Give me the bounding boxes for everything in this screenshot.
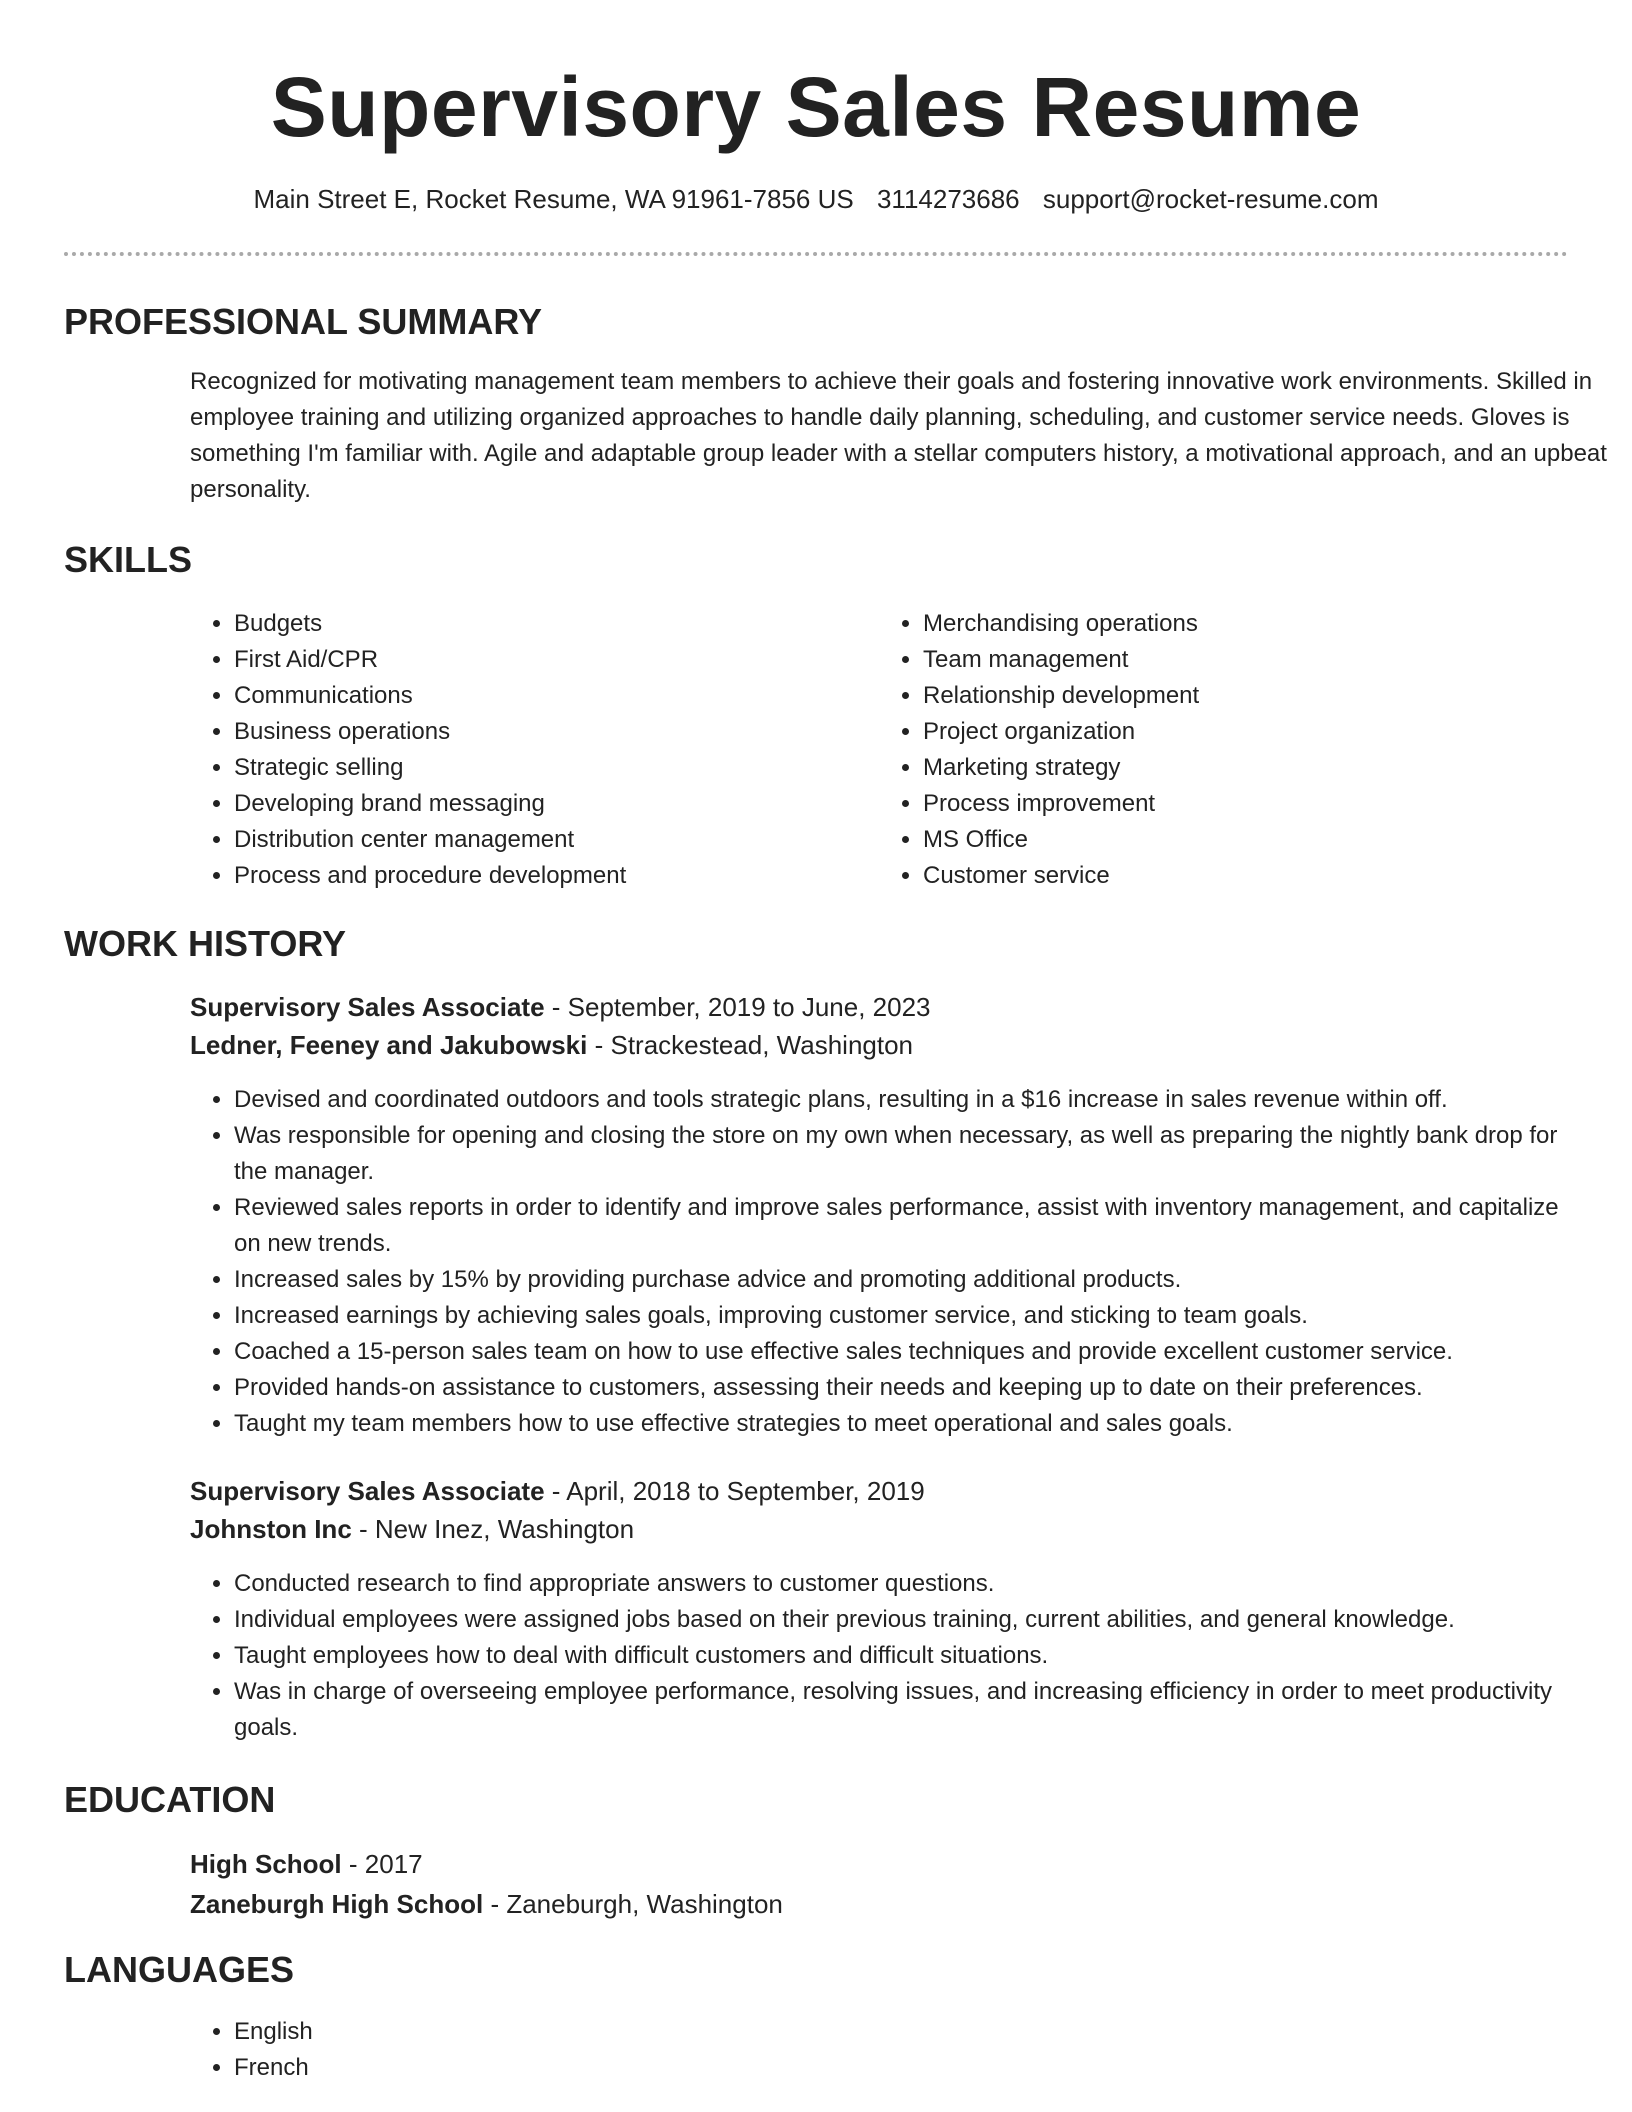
skill-item: • Project organization	[923, 714, 1568, 750]
job-title: Supervisory Sales Associate	[190, 992, 545, 1022]
summary-heading: PROFESSIONAL SUMMARY	[64, 301, 543, 342]
contact-email: support@rocket-resume.com	[1042, 184, 1379, 214]
job-company-line	[190, 1510, 1568, 1548]
job-company: Ledner, Feeney and Jakubowski	[190, 1030, 588, 1060]
job-bullet: • Individual employees were assigned jobs based on their previous training, current abilities, and general knowledge.	[234, 1602, 1568, 1638]
education-year: - 2017	[341, 1849, 423, 1879]
skill-item: • Developing brand messaging	[234, 786, 879, 822]
education-degree-line	[190, 1844, 1568, 1884]
job-bullet: • Was responsible for opening and closing the store on my own when necessary, as well as preparing the nightly bank drop for the manager.	[234, 1118, 1568, 1190]
skill-item: • Budgets	[234, 606, 879, 642]
language-item: • English	[234, 2014, 1568, 2050]
work-history-heading: WORK HISTORY	[64, 923, 347, 964]
job-title-line	[190, 988, 1568, 1026]
summary-section	[64, 300, 1607, 508]
job-bullet: • Increased sales by 15% by providing purchase advice and promoting additional products.	[234, 1262, 1568, 1298]
job-location: - New Inez, Washington	[351, 1514, 635, 1544]
job-bullet: • Conducted research to find appropriate answers to customer questions.	[234, 1566, 1568, 1602]
skill-item: • Process and procedure development	[234, 858, 879, 894]
contact-phone: 3114273686	[876, 184, 1020, 214]
skills-section	[64, 538, 1568, 894]
job-entry	[64, 988, 1568, 1442]
job-location: - Strackestead, Washington	[587, 1030, 914, 1060]
skills-heading: SKILLS	[64, 539, 193, 580]
skill-item: • First Aid/CPR	[234, 642, 879, 678]
education-heading: EDUCATION	[64, 1779, 276, 1820]
job-company-line	[190, 1026, 1568, 1064]
skill-item: • Strategic selling	[234, 750, 879, 786]
language-item: • French	[234, 2050, 1568, 2086]
job-dates: - September, 2019 to June, 2023	[544, 992, 931, 1022]
skill-item: • Marketing strategy	[923, 750, 1568, 786]
skill-item: • Merchandising operations	[923, 606, 1568, 642]
skill-item: • Customer service	[923, 858, 1568, 894]
job-dates: - April, 2018 to September, 2019	[544, 1476, 925, 1506]
languages-section	[64, 1948, 1568, 2086]
job-bullets	[190, 1082, 1568, 1442]
skill-item: • Communications	[234, 678, 879, 714]
job-bullet: • Reviewed sales reports in order to identify and improve sales performance, assist with inventory management, and capitalize on new trends.	[234, 1190, 1568, 1262]
contact-address: Main Street E, Rocket Resume, WA 91961-7856 US	[253, 184, 854, 214]
job-bullets	[190, 1566, 1568, 1746]
skill-item: • MS Office	[923, 822, 1568, 858]
job-bullet: • Taught employees how to deal with difficult customers and difficult situations.	[234, 1638, 1568, 1674]
education-entry	[64, 1844, 1568, 1924]
languages-heading: LANGUAGES	[64, 1949, 295, 1990]
job-bullet: • Was in charge of overseeing employee performance, resolving issues, and increasing efficiency in order to meet productivity goals.	[234, 1674, 1568, 1746]
contact-line	[64, 182, 1568, 216]
education-degree: High School	[190, 1849, 342, 1879]
skills-left-list	[190, 606, 879, 894]
skill-item: • Process improvement	[923, 786, 1568, 822]
education-section	[64, 1778, 1568, 1924]
education-school: Zaneburgh High School	[190, 1889, 484, 1919]
job-title-line	[190, 1472, 1568, 1510]
education-school-line	[190, 1884, 1568, 1924]
job-bullet: • Devised and coordinated outdoors and tools strategic plans, resulting in a $16 increase in sales revenue within off.	[234, 1082, 1568, 1118]
skills-columns	[64, 606, 1568, 894]
resume-title: Supervisory Sales Resume	[270, 60, 1362, 154]
job-entry	[64, 1472, 1568, 1746]
skill-item: • Distribution center management	[234, 822, 879, 858]
languages-list	[64, 2014, 1568, 2086]
skills-right-list	[879, 606, 1568, 894]
education-location: - Zaneburgh, Washington	[483, 1889, 783, 1919]
skill-item: • Business operations	[234, 714, 879, 750]
header-divider	[64, 252, 1568, 256]
job-bullet: • Increased earnings by achieving sales goals, improving customer service, and sticking to team goals.	[234, 1298, 1568, 1334]
job-bullet: • Taught my team members how to use effective strategies to meet operational and sales goals.	[234, 1406, 1568, 1442]
job-title: Supervisory Sales Associate	[190, 1476, 545, 1506]
job-company: Johnston Inc	[190, 1514, 352, 1544]
job-bullet: • Coached a 15-person sales team on how to use effective sales techniques and provide excellent customer service.	[234, 1334, 1568, 1370]
work-history-section	[64, 922, 1568, 1746]
job-bullet: • Provided hands-on assistance to customers, assessing their needs and keeping up to date on their preferences.	[234, 1370, 1568, 1406]
summary-text: Recognized for motivating management team members to achieve their goals and fostering innovative work environments. Skilled in employee training and utilizing organized approaches to handle daily planning, scheduling, and customer service needs. Gloves is something I'm familiar with. Agile and adaptable group leader with a stellar computers history, a motivational approach, and an upbeat personality.	[190, 368, 1607, 503]
skill-item: • Relationship development	[923, 678, 1568, 714]
skill-item: • Team management	[923, 642, 1568, 678]
